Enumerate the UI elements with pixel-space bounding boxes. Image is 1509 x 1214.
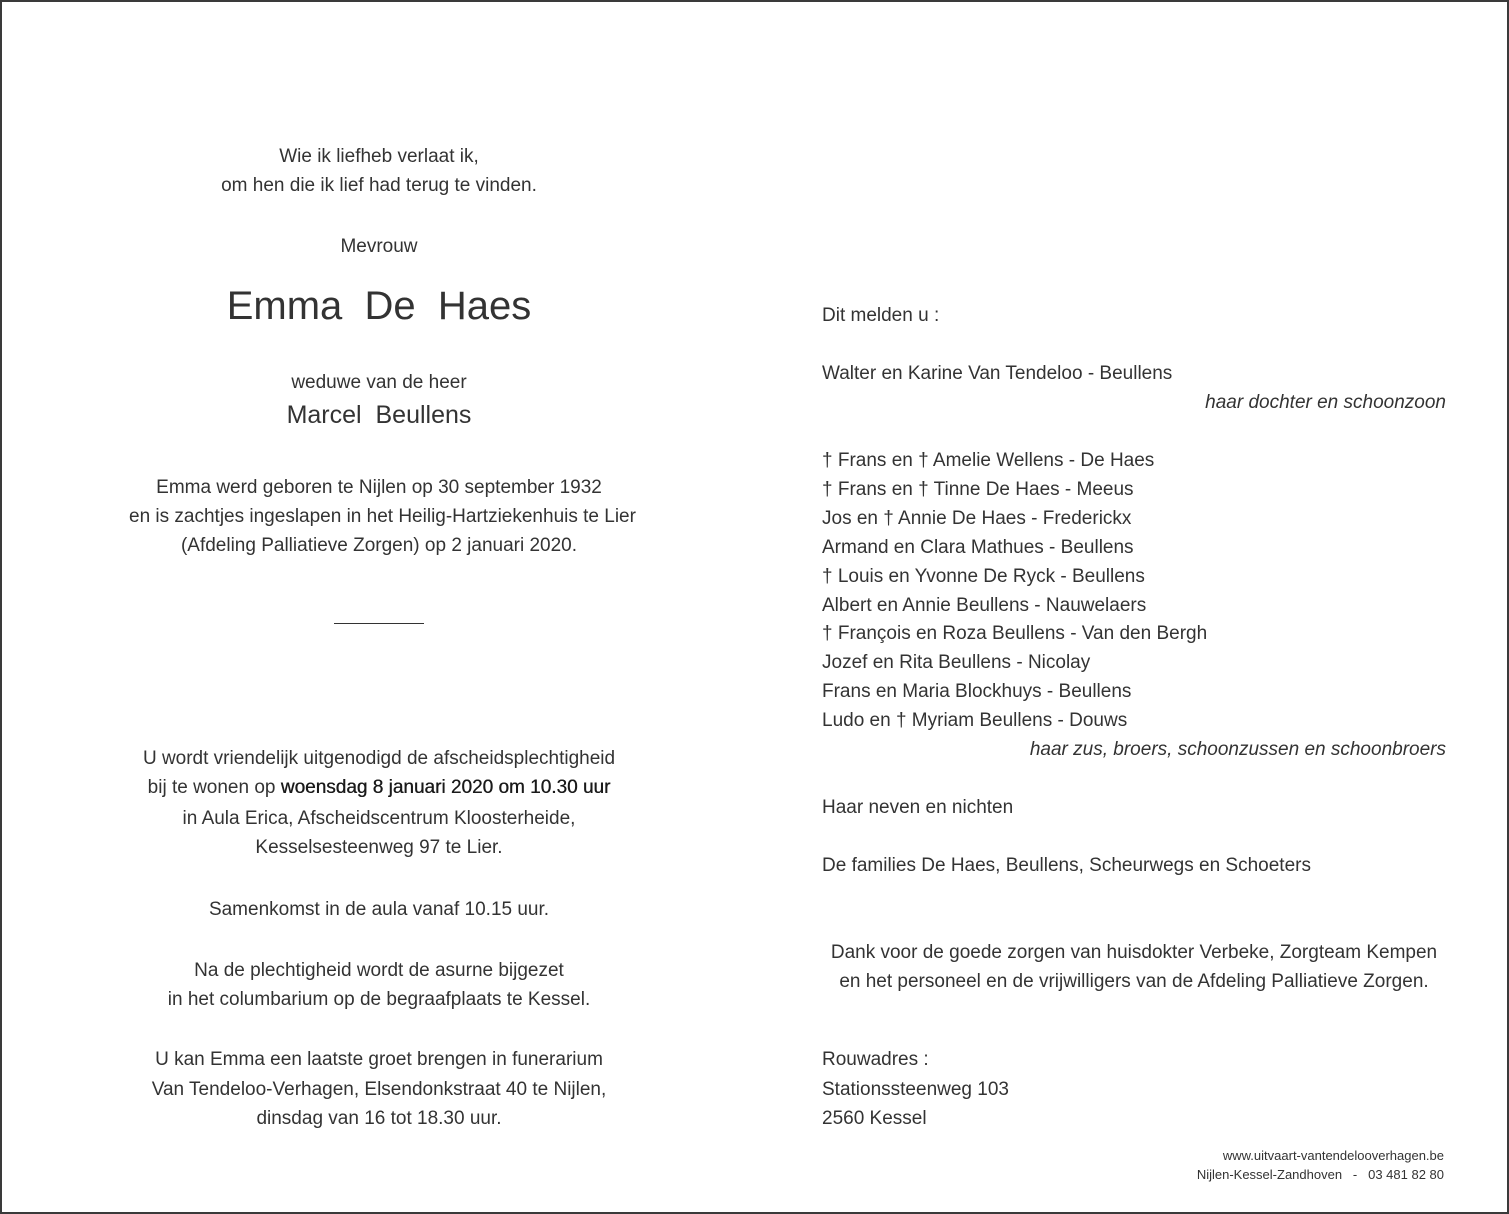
footer-contact — [1102, 1165, 1444, 1185]
sibling-line: Jos en † Annie De Haes - Frederickx — [822, 508, 1132, 529]
sibling-line: † François en Roza Beullens - Van den Bergh — [822, 623, 1208, 644]
sibling-line: † Frans en † Tinne De Haes - Meeus — [822, 479, 1134, 500]
deceased-first-name: Emma — [226, 284, 343, 328]
quote-line-2: om hen die ik lief had terug te vinden. — [221, 175, 537, 196]
announce-heading: Dit melden u : — [822, 305, 940, 326]
quote-line-1: Wie ik liefheb verlaat ik, — [279, 146, 479, 167]
spouse-first-name: Marcel — [286, 401, 362, 429]
ceremony-date-time: woensdag 8 januari 2020 om 10.30 uur — [280, 777, 611, 798]
siblings-role: haar zus, broers, schoonzussen en schoonbroers — [1029, 739, 1446, 760]
sibling-line: † Frans en † Amelie Wellens - De Haes — [822, 450, 1155, 471]
footer-separator: - — [1352, 1167, 1358, 1182]
sibling-line: Jozef en Rita Beullens - Nicolay — [822, 652, 1091, 673]
footer-website: www.uitvaart-vantendelooverhagen.be — [1222, 1148, 1444, 1163]
born-line-3: (Afdeling Palliatieve Zorgen) op 2 januari 2020. — [180, 535, 578, 556]
daughter-line: Walter en Karine Van Tendeloo - Beullens — [822, 363, 1173, 384]
deceased-name — [129, 282, 629, 330]
divider-line — [334, 623, 424, 624]
sibling-line: Frans en Maria Blockhuys - Beullens — [822, 681, 1132, 702]
gathering-note: Samenkomst in de aula vanaf 10.15 uur. — [208, 899, 550, 920]
sibling-line: Armand en Clara Mathues - Beullens — [822, 537, 1134, 558]
widow-of: weduwe van de heer — [291, 372, 467, 393]
footer-phone: 03 481 82 80 — [1368, 1167, 1444, 1182]
footer-locations: Nijlen-Kessel-Zandhoven — [1196, 1167, 1343, 1182]
deceased-last-name-part2: Haes — [437, 284, 532, 328]
thanks-line-2: en het personeel en de vrijwilligers van de Afdeling Palliatieve Zorgen. — [839, 971, 1429, 992]
title-mevrouw: Mevrouw — [340, 236, 418, 257]
invite-line-1: U wordt vriendelijk uitgenodigd de afscheidsplechtigheid — [142, 748, 616, 769]
address-city: 2560 Kessel — [822, 1108, 927, 1129]
invite-line-2 — [129, 773, 629, 802]
nephews-line: Haar neven en nichten — [822, 797, 1014, 818]
address-label: Rouwadres : — [822, 1049, 929, 1070]
born-line-2: en is zachtjes ingeslapen in het Heilig-Hartziekenhuis te Lier — [129, 506, 636, 527]
visit-line-2: Van Tendeloo-Verhagen, Elsendonkstraat 40 te Nijlen, — [151, 1079, 607, 1100]
thanks-line-1: Dank voor de goede zorgen van huisdokter Verbeke, Zorgteam Kempen — [830, 942, 1438, 963]
born-line-1: Emma werd geboren te Nijlen op 30 september 1932 — [156, 477, 602, 498]
visit-line-3: dinsdag van 16 tot 18.30 uur. — [256, 1108, 502, 1129]
deceased-last-name-part1: De — [364, 284, 416, 328]
urn-line-2: in het columbarium op de begraafplaats te Kessel. — [167, 989, 591, 1010]
invite-line-2-prefix: bij te wonen op — [147, 777, 281, 798]
urn-line-1: Na de plechtigheid wordt de asurne bijgezet — [194, 960, 564, 981]
address-street: Stationssteenweg 103 — [822, 1079, 1009, 1100]
invite-line-3: in Aula Erica, Afscheidscentrum Kloosterheide, — [182, 808, 576, 829]
families-line: De families De Haes, Beullens, Scheurwegs en Schoeters — [822, 855, 1311, 876]
visit-line-1: U kan Emma een laatste groet brengen in funerarium — [155, 1049, 603, 1070]
sibling-line: † Louis en Yvonne De Ryck - Beullens — [822, 566, 1145, 587]
sibling-line: Albert en Annie Beullens - Nauwelaers — [822, 595, 1147, 616]
sibling-line: Ludo en † Myriam Beullens - Douws — [822, 710, 1128, 731]
daughter-role: haar dochter en schoonzoon — [1205, 392, 1446, 413]
spouse-last-name: Beullens — [375, 401, 472, 429]
invite-line-4: Kesselsesteenweg 97 te Lier. — [255, 837, 503, 858]
spouse-name — [129, 399, 629, 431]
